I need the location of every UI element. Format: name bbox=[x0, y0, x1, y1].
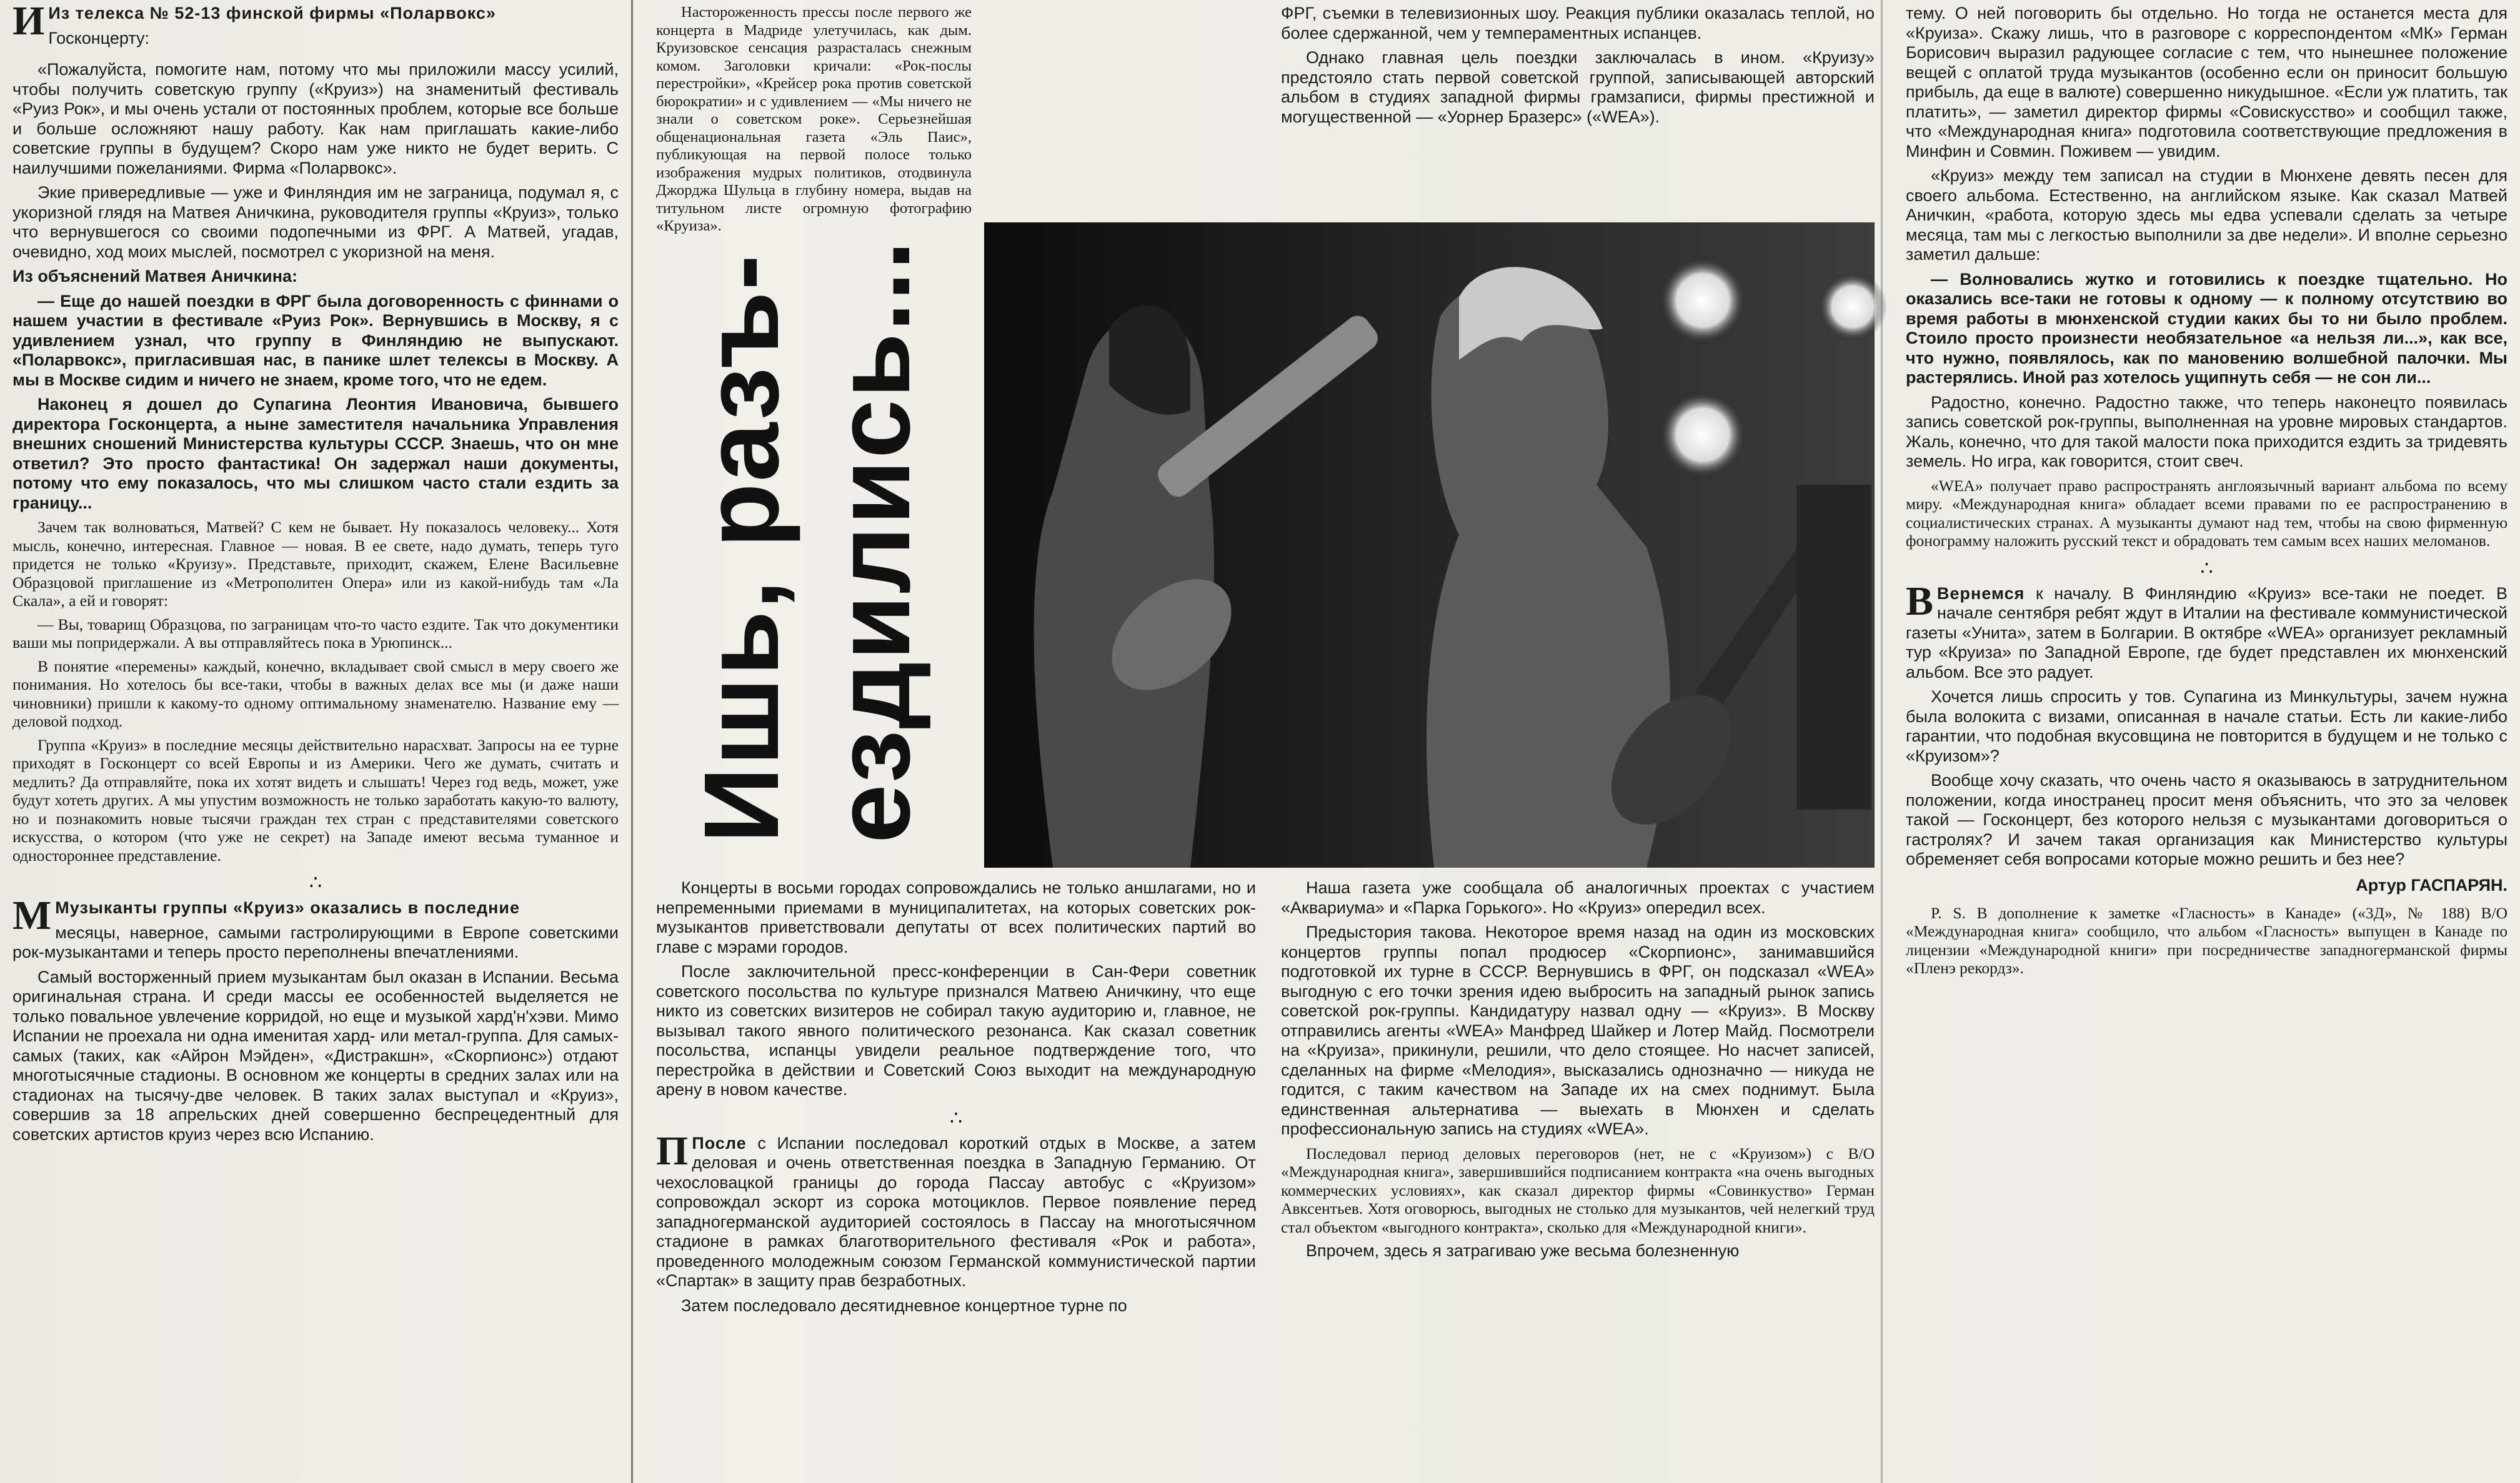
paragraph: Группа «Круиз» в последние месяцы действительно нарасхват. Запросы на ее турне приходят в Госконцерт со всей Европы и из Америки. Чего же думать, считать и медлить? Да отправляйте, пока их хотят видеть и слышать! Через год ведь, может, уже будут хотеть других. А мы упустим возможность не только заработать какую-то валюту, но и познакомить новые тысячи граждан тех стран с представителями советского искусства, о котором (что уже не секрет) на Западе имеют весьма туманное и одностороннее представление. bbox=[12, 735, 619, 865]
paragraph: «WEA» получает право распространять англоязычный вариант альбома по всему миру. «Международная книга» обладает всеми правами по ее распространению в социалистических странах. А музыканты думают над тем, чтобы на свою фирменную фонограмму наложить русский текст и обрадовать тем самым всех наших меломанов. bbox=[1906, 476, 2508, 550]
telex-heading bbox=[12, 0, 619, 60]
paragraph: Последовал период деловых переговоров (нет, не с «Круизом») с В/О «Международная книга», завершившийся подписанием контракта «на очень выгодных коммерческих условиях», как сказал директор фирмы «Совинкуство» Герман Авксентьев. Хотя оговорюсь, выгодных не столько для музыкантов, чей нелегкий труд стал объектом «выгодного контракта», сколько для «Международной книги». bbox=[1281, 1144, 1875, 1236]
headline-graphic bbox=[644, 225, 969, 856]
column-1 bbox=[0, 0, 631, 1483]
concert-photo bbox=[984, 222, 1875, 868]
lead-line: Музыканты группы «Круиз» оказались в последние bbox=[55, 898, 520, 917]
lead-word: Вернемся bbox=[1937, 583, 2025, 603]
drop-cap: В bbox=[1906, 578, 1934, 624]
paragraph: Однако главная цель поездки заключалась в ином. «Круизу» предстояло стать первой советской группой, записывающей авторский альбом в студиях западной фирмы грамзаписи, фирмы престижной и могущественной — «Уорнер Бразерс» («WEA»). bbox=[1281, 48, 1875, 126]
postscript: P. S. В дополнение к заметке «Гласность» в Канаде» («3Д», № 188) В/О «Международная книга» сообщило, что альбом «Гласность» выпущен в Канаде по лицензии «Международной книги» при посредничестве западногерманской фирмы «Пленэ рекордз». bbox=[1906, 903, 2508, 977]
quote-paragraph: — Еще до нашей поездки в ФРГ была договоренность с финнами о нашем участии в фестивале «Руиз Рок». Вернувшись в Москву, я с удивлением узнал, что группу в Финляндию не выпускают. «Поларвокс», пригласившая нас, в панике шлет телексы в Москву. А мы в Москве сидим и ничего не знаем, кроме того, что не едем. bbox=[12, 291, 619, 389]
paragraph: В понятие «перемены» каждый, конечно, вкладывает свой смысл в меру своего же понимания. Но хотелось бы все-таки, чтобы в важных делах все мы (и даже наши чиновники) пришли к какому-то одному оптимальному знаменателю. Название ему — деловой подход. bbox=[12, 657, 619, 730]
telex-title: Из телекса № 52-13 финской фирмы «Поларвокс» bbox=[48, 4, 496, 22]
column-2-bottom bbox=[644, 875, 1268, 1483]
paragraph: После заключительной пресс-конференции в Сан-Фери советник советского посольства по культуре признался Матвею Аничкину, что еще никто из советских визитеров не собирал такую аудиторию и, главное, не вызывал такого явного политического резонанса. Как сказал советник посольства, испанцы увидели реальное подтверждение того, что перестройка в действии и Советский Союз выходит на международную арену в новом качестве. bbox=[656, 962, 1256, 1099]
column-2-top bbox=[644, 0, 984, 234]
paragraph: Наша газета уже сообщала об аналогичных проектах с участием «Аквариума» и «Парка Горького». Но «Круиз» опередил всех. bbox=[1281, 878, 1875, 917]
section-lead bbox=[656, 1128, 1256, 1291]
paragraph bbox=[1906, 578, 2508, 683]
section-ornament: ∴ bbox=[949, 1106, 963, 1129]
paragraph: ФРГ, съемки в телевизионных шоу. Реакция публики оказалась теплой, но более сдержанной, чем у темпераментных испанцев. bbox=[1281, 4, 1875, 42]
paragraph: Самый восторженный прием музыкантам был оказан в Испании. Весьма оригинальная страна. И среди массы ее особенностей выделяется не только повальное увлечение корридой, но еще и музыкой хард'н'хэви. Мимо Испании не проехала ни одна именитая хард- или метал-группа. Для самых-самых (таких, как «Айрон Мэйден», «Дистракшн», «Скорпионс») отдают многотысячные стадионы. В основном же концерты в средних залах или на стадионах на тысячу-две человек. В таких залах выступал и «Круиз», совершив за 18 апрельских дней совершенно беспрецедентный для советских артистов круиз через всю Испанию. bbox=[12, 967, 619, 1144]
column-rule bbox=[631, 0, 633, 1483]
paragraph: Концерты в восьми городах сопровождались не только аншлагами, но и непременными приемами в муниципалитетах, на которых советских рок-музыкантов приветствовали депутаты от всех политических партий во главе с мэрами городов. bbox=[656, 878, 1256, 956]
paragraph bbox=[656, 1128, 1256, 1291]
quote-paragraph: Наконец я дошел до Супагина Леонтия Ивановича, бывшего директора Госконцерта, а ныне заместителя начальника Управления внешних сношений Министерства культуры СССР. Знаешь, что он мне ответил? Это просто фантастика! Он задержал наши документы, потому что ему показалось, что мы слишком часто стали ездить за границу... bbox=[12, 395, 619, 512]
column-3-bottom bbox=[1268, 875, 1887, 1483]
drop-cap: И bbox=[12, 0, 45, 44]
paragraph: Настороженность прессы после первого же концерта в Мадриде улетучилась, как дым. Круизовское сенсация разрасталась снежным комом. Заголовки кричали: «Рок-послы перестройки», «Крейсер рока против советской бюрократии» и с удивлением — «Мы ничего не знали о советском роке». Серьезнейшая общенациональная газета «Эль Паис», публикующая на первой полосе только изображения мудрых политиков, отодвинула Джорджа Шульца в глубину номера, выдав на титульном листе огромную фотографию «Круиза». bbox=[656, 4, 972, 234]
author-signature: Артур ГАСПАРЯН. bbox=[2356, 875, 2508, 895]
subheading: Из объяснений Матвея Аничкина: bbox=[12, 267, 298, 285]
paragraph: Зачем так волноваться, Матвей? С кем не бывает. Ну показалось человеку... Хотя мысль, конечно, интересная. Главное — новая. В ее свете, надо думать, теперь туго придется не только «Круизу». Представьте, приходит, скажем, Елене Васильевне Образцовой приглашение из «Метрополитен Опера» или из какой-нибудь там «Ла Скала», а ей и говорят: bbox=[12, 518, 619, 610]
column-4 bbox=[1893, 0, 2520, 1483]
paragraph: Вообще хочу сказать, что очень часто я оказываюсь в затруднительном положении, когда иностранец просит меня объяснить, что это за человек такой — Госконцерт, без которого нельзя с музыкантами договориться о гастролях? И зачем такая организация как Министерство культуры обременяет себя вопросами которые можно решить и без нее? bbox=[1906, 771, 2508, 868]
paragraph: месяцы, наверное, самыми гастролирующими в Европе советскими рок-музыкантами и теперь просто переполнены впечатлениями. bbox=[12, 923, 619, 961]
drop-cap: П bbox=[656, 1128, 689, 1174]
section-ornament: ∴ bbox=[2200, 556, 2213, 579]
drop-cap: М bbox=[12, 893, 52, 938]
paragraph: «Пожалуйста, помогите нам, потому что мы приложили массу усилий, чтобы получить советскую группу («Круиз») на знаменитый фестиваль «Руиз Рок», и мы очень устали от постоянных проблем, которые все больше и больше осложняют нашу работу. Как нам приглашать какие-либо советские группы в будущем? Скоро нам уже никто не будет верить. С наилучшими пожеланиями. Фирма «Поларвокс». bbox=[12, 60, 619, 177]
lead-word: После bbox=[692, 1133, 747, 1153]
paragraph-text: с Испании последовал короткий отдых в Москве, а затем деловая и очень ответственная поездка в Западную Германию. От чехословацкой границы до города Пассау автобус с «Круизом» сопровождал эскорт из сорока мотоциклов. Первое появление перед западногерманской аудиторией состоялось в Пассау на многотысячном стадионе в рамках благотворительного фестиваля «Рок и работа», проведенного молодежным союзом Германской коммунистической партии «Спартак» в защиту прав безработных. bbox=[656, 1133, 1256, 1290]
headline-line-2: ездились... bbox=[814, 239, 932, 843]
paragraph-text: к началу. В Финляндию «Круиз» все-таки не поедет. В начале сентября ребят ждут в Италии на фестивале коммунистической газеты «Унита», затем в Болгарии. В октябре «WEA» организует рекламный тур «Круиза» по Западной Европе, где будет представлен их мюнхенский альбом. Все это радует. bbox=[1906, 583, 2508, 682]
section-ornament: ∴ bbox=[309, 871, 322, 893]
headline bbox=[644, 225, 969, 856]
paragraph: Радостно, конечно. Радостно также, что теперь наконецто появилась запись советской рок-группы, выполненная на уровне мировых стандартов. Жаль, конечно, что для такой малости пока приходится ездить за тридевять земель. Но игра, как говорится, стоит свеч. bbox=[1906, 392, 2508, 470]
paragraph: Предыстория такова. Некоторое время назад на один из московских концертов группы попал продюсер «Скорпионс», занимавшийся подготовкой их турне в СССР. Вернувшись в ФРГ, он подсказал «WEA» выгодную с его точки зрения идею выбросить на западный рынок запись советской рок-группы. Кандидатуру назвал одну — «Круиз». В Москву отправились агенты «WEA» Манфред Шайкер и Лотер Майд. Посмотрели на «Круиза», прикинули, решили, что дело стоящее. Но насчет записей, сделанных на фирме «Мелодия», высказались однозначно — никуда не годится, с таким качеством на Западе их на смех поднимут. Была единственная альтернатива — выехать в Мюнхен и сделать профессиональную запись на студиях «WEA». bbox=[1281, 923, 1875, 1138]
section-lead bbox=[1906, 578, 2508, 683]
quote-paragraph: — Волновались жутко и готовились к поездке тщательно. Но оказались все-таки не готовы к одному — к полному отсутствию во время работы в мюнхенской студии каких бы то ни было проблем. Стоило просто произнести необязательное «а нельзя ли...», как все, что нужно, появлялось, как по мановению волшебной палочки. Мы растерялись. Иной раз хотелось ущипнуть себя — не сон ли... bbox=[1906, 269, 2508, 387]
paragraph: Экие привередливые — уже и Финляндия им не заграница, подумал я, с укоризной глядя на Матвея Аничкина, руководителя группы «Круиз», только что вернувшегося со своими подопечными из ФРГ. А Матвей, угадав, очевидно, ход моих мыслей, посмотрел с укоризной на меня. bbox=[12, 183, 619, 261]
photo-graphic bbox=[984, 222, 1875, 868]
paragraph: Хочется лишь спросить у тов. Супагина из Минкультуры, зачем нужна была волокита с визами, описанная в начале статьи. Есть ли какие-либо гарантии, что подобная вкусовщина не повторится в будущем и не только с «Круизом»? bbox=[1906, 687, 2508, 765]
section-lead bbox=[12, 893, 619, 963]
paragraph: «Круиз» между тем записал на студии в Мюнхене девять песен для своего альбома. Естественно, на английском языке. Как сказал Матвей Аничкин, «работа, которую здесь мы едва успевали сделать за четыре месяца, там мы с легкостью выполнили за две недели». И вполне серьезно заметил дальше: bbox=[1906, 166, 2508, 264]
column-3-top bbox=[1268, 0, 1887, 222]
paragraph: тему. О ней поговорить бы отдельно. Но тогда не останется места для «Круиза». Скажу лишь, что в разговоре с корреспондентом «МК» Герман Борисович выразил радующее согласие с тем, что нынешнее положение вещей с оплатой труда музыкантов (особенно если он приносит большую прибыль, да еще в валюте) совершенно никудышное. «Если уж платить, так платить», — заметил директор фирмы «Совискусство» и сообщил также, что «Международная книга» подготовила соответствующие предложения в Минфин и Совмин. Поживем — увидим. bbox=[1906, 4, 2508, 161]
paragraph: Затем последовало десятидневное концертное турне по bbox=[681, 1296, 1127, 1315]
headline-line-1: Ишь, разъ- bbox=[682, 253, 801, 843]
paragraph: — Вы, товарищ Образцова, по заграницам что-то часто ездите. Так что документики ваши мы попридержали. А вы отправляйтесь пока в Урюпинск... bbox=[12, 615, 619, 652]
paragraph: Впрочем, здесь я затрагиваю уже весьма болезненную bbox=[1306, 1241, 1740, 1260]
paragraph: Госконцерту: bbox=[48, 28, 149, 47]
